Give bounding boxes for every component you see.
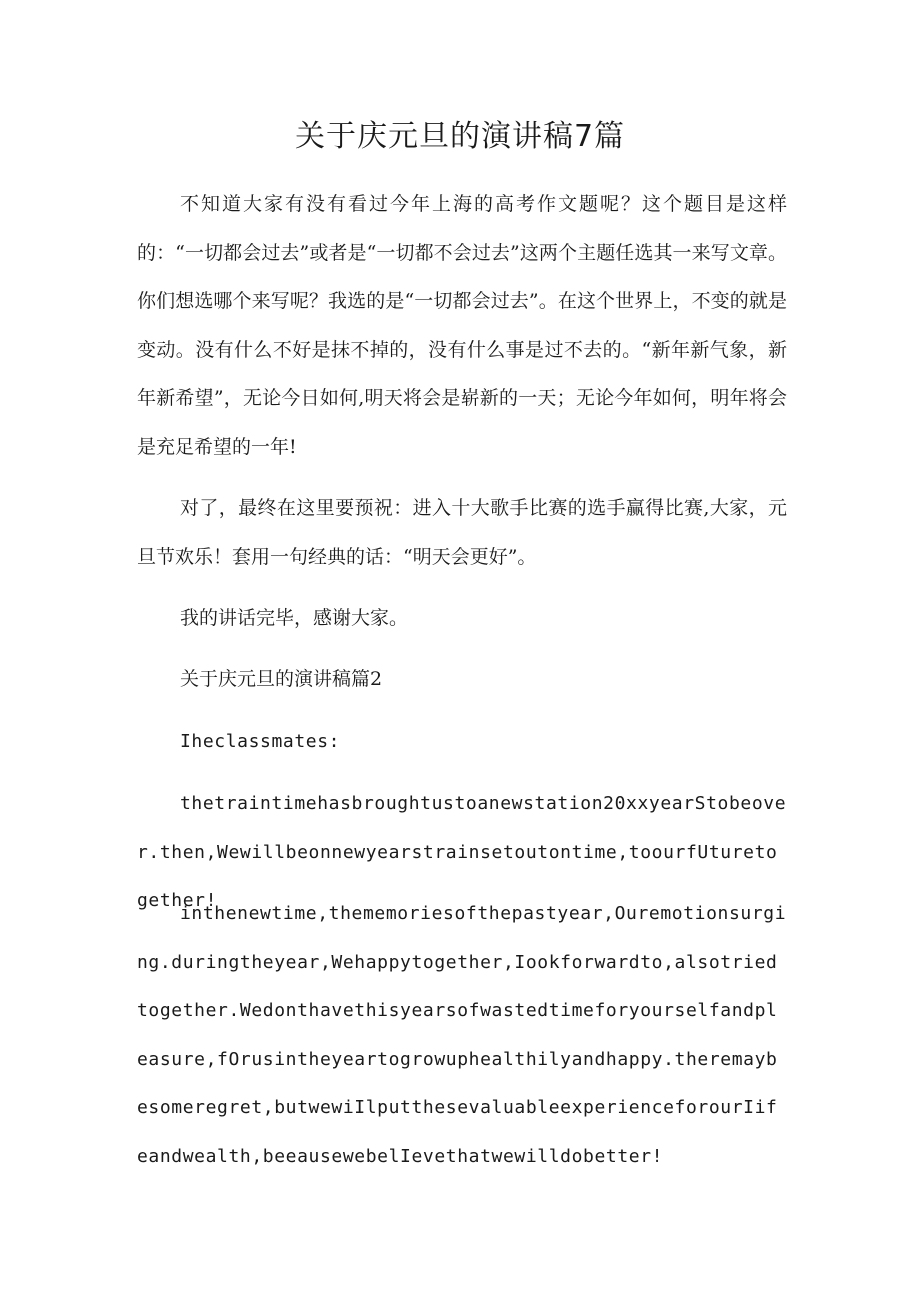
section-heading-2: 关于庆元旦的演讲稿篇2 xyxy=(180,668,383,690)
document-title: 关于庆元旦的演讲稿7篇 xyxy=(294,119,626,154)
paragraph-intro: 不知道大家有没有看过今年上海的高考作文题呢？这个题目是这样的：“一切都会过去”或者是“一切都不会过去”这两个主题任选其一来写文章。你们想选哪个来写呢？我选的是“一切都会过去”。在这个世界上，不变的就是变动。没有什么不好是抹不掉的，没有什么事是过不去的。“新年新气象，新年新希望”，无论今日如何,明天将会是崭新的一天；无论今年如何，明年将会是充足希望的一年! xyxy=(137,193,787,458)
paragraph-greeting: Iheclassmates: xyxy=(180,731,341,752)
paragraph-closing: 我的讲话完毕，感谢大家。 xyxy=(180,607,409,629)
paragraph-english-1: thetraintimehasbroughtustoanewstation20xxyearStobeover.then,Wewillbeonnewyearstrainsetoutontime,toourfUturetogether! xyxy=(137,793,787,911)
paragraph-english-2: inthenewtime,thememoriesofthepastyear,Ouremotionsurging.duringtheyear,Wehappytogether,Iookforwardto,alsotriedtogether.Wedonthavethisyearsofwastedtimeforyourselfandpleasure,fOrusintheyeartogrowuphealthilyandhappy.theremaybesomeregret,butwewiIlputthesevaluableexperienceforourIifeandwealth,beeausewebelIevethatwewilldobetter! xyxy=(137,903,787,1167)
paragraph-wishes: 对了，最终在这里要预祝：进入十大歌手比赛的选手赢得比赛,大家，元旦节欢乐！套用一句经典的话：“明天会更好”。 xyxy=(137,497,787,568)
